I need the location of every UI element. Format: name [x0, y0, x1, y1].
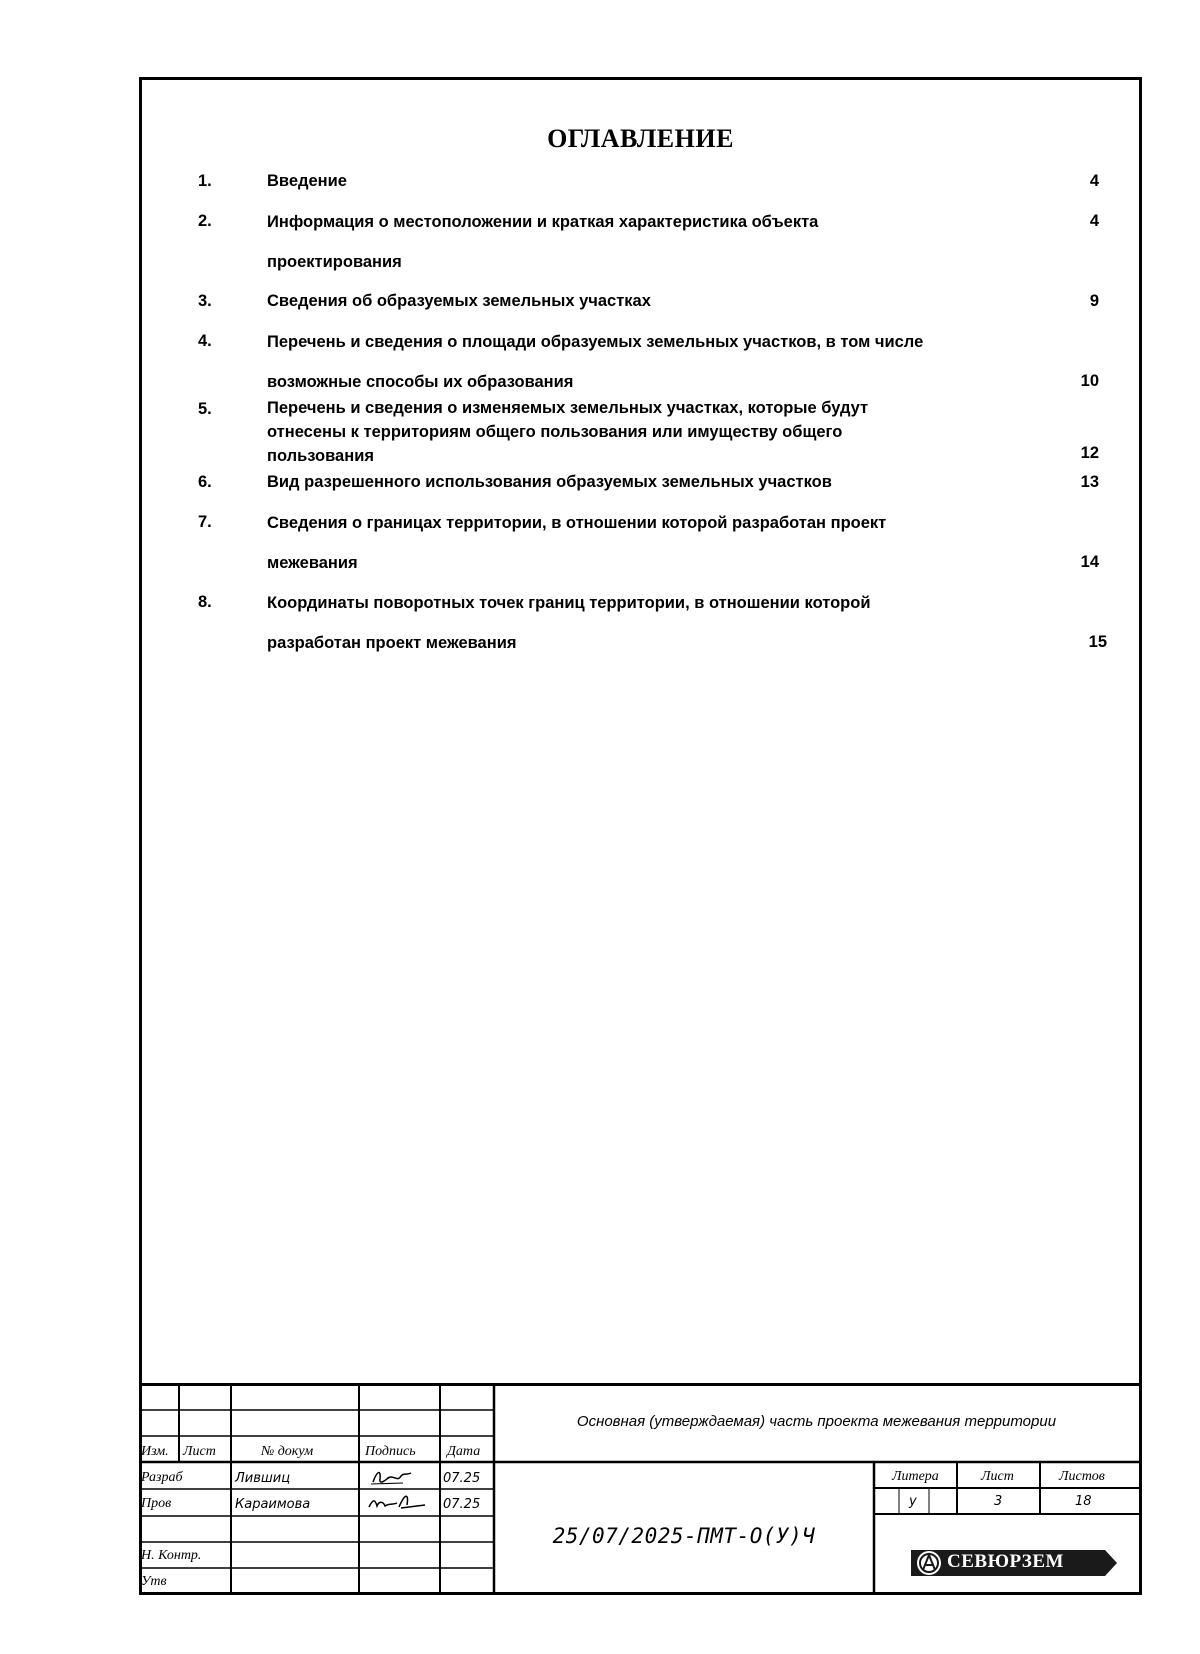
toc-item-page: 14: [1080, 553, 1099, 571]
header-sign: Подпись: [365, 1444, 416, 1459]
litera-label: Литера: [892, 1469, 939, 1484]
toc-item-page: 4: [1089, 172, 1099, 190]
sheet-label: Лист: [981, 1469, 1014, 1484]
document-code: 25/07/2025-ПМТ-О(У)Ч: [552, 1524, 816, 1548]
toc-item-text: Сведения о границах территории, в отношении которой разработан проект межевания: [267, 514, 887, 572]
signature-checker: [365, 1491, 429, 1513]
toc-item-text: Вид разрешенного использования образуемых земельных участков: [267, 473, 832, 491]
page-frame: [139, 77, 1142, 1595]
toc-item-number: 4.: [198, 332, 212, 350]
litera-value: у: [909, 1494, 917, 1509]
title-block: [139, 1383, 1142, 1595]
header-izm: Изм.: [141, 1444, 169, 1459]
toc-item-text: Информация о местоположении и краткая характеристика объекта проектирования: [267, 213, 819, 271]
toc-item-page: 12: [1080, 444, 1099, 462]
toc-item-text: Введение: [267, 172, 347, 190]
document-title: Основная (утверждаемая) часть проекта межевания территории: [576, 1413, 1057, 1430]
row-name-checker: Караимова: [235, 1497, 311, 1512]
header-date: Дата: [447, 1444, 481, 1459]
toc-item-text: Перечень и сведения о площади образуемых земельных участков, в том числе возможные способы их образования: [267, 333, 924, 391]
row-role-norm-control: Н. Контр.: [141, 1548, 202, 1563]
toc-item-page: 13: [1080, 473, 1099, 491]
company-name: СЕВЮРЗЕМ: [947, 1551, 1064, 1572]
toc-item-text: Сведения об образуемых земельных участках: [267, 292, 651, 310]
toc-item-page: 10: [1080, 372, 1099, 390]
toc-item-text: Координаты поворотных точек границ территории, в отношении которой разработан проект межевания: [267, 594, 871, 652]
signature-developer: [367, 1467, 427, 1487]
toc-item-text: Перечень и сведения о изменяемых земельных участках, которые будут отнесены к территориям общего пользования или имуществу общего пользования: [267, 399, 869, 465]
row-date-checker: 07.25: [443, 1497, 481, 1512]
sheets-label: Листов: [1059, 1469, 1105, 1484]
toc-title: ОГЛАВЛЕНИЕ: [547, 124, 734, 153]
row-role-developer: Разраб: [141, 1470, 183, 1485]
toc-item-number: 5.: [198, 400, 212, 418]
toc-item-number: 6.: [198, 473, 212, 491]
toc-item-page: 15: [1088, 633, 1107, 651]
header-doc: № докум: [261, 1444, 314, 1459]
company-logo: [909, 1547, 1119, 1579]
sheet-value: 3: [994, 1494, 1003, 1509]
toc-item-page: 4: [1089, 212, 1099, 230]
row-name-developer: Лившиц: [235, 1471, 291, 1486]
row-date-developer: 07.25: [443, 1471, 481, 1486]
toc-item-number: 8.: [198, 593, 212, 611]
row-role-approved: Утв: [141, 1574, 167, 1589]
toc-item-number: 1.: [198, 172, 212, 190]
toc-item-number: 7.: [198, 513, 212, 531]
row-role-checker: Пров: [141, 1496, 172, 1511]
toc-item-number: 2.: [198, 212, 212, 230]
header-list: Лист: [183, 1444, 216, 1459]
sheets-value: 18: [1075, 1494, 1092, 1509]
toc-item-number: 3.: [198, 292, 212, 310]
toc-item-page: 9: [1089, 292, 1099, 310]
